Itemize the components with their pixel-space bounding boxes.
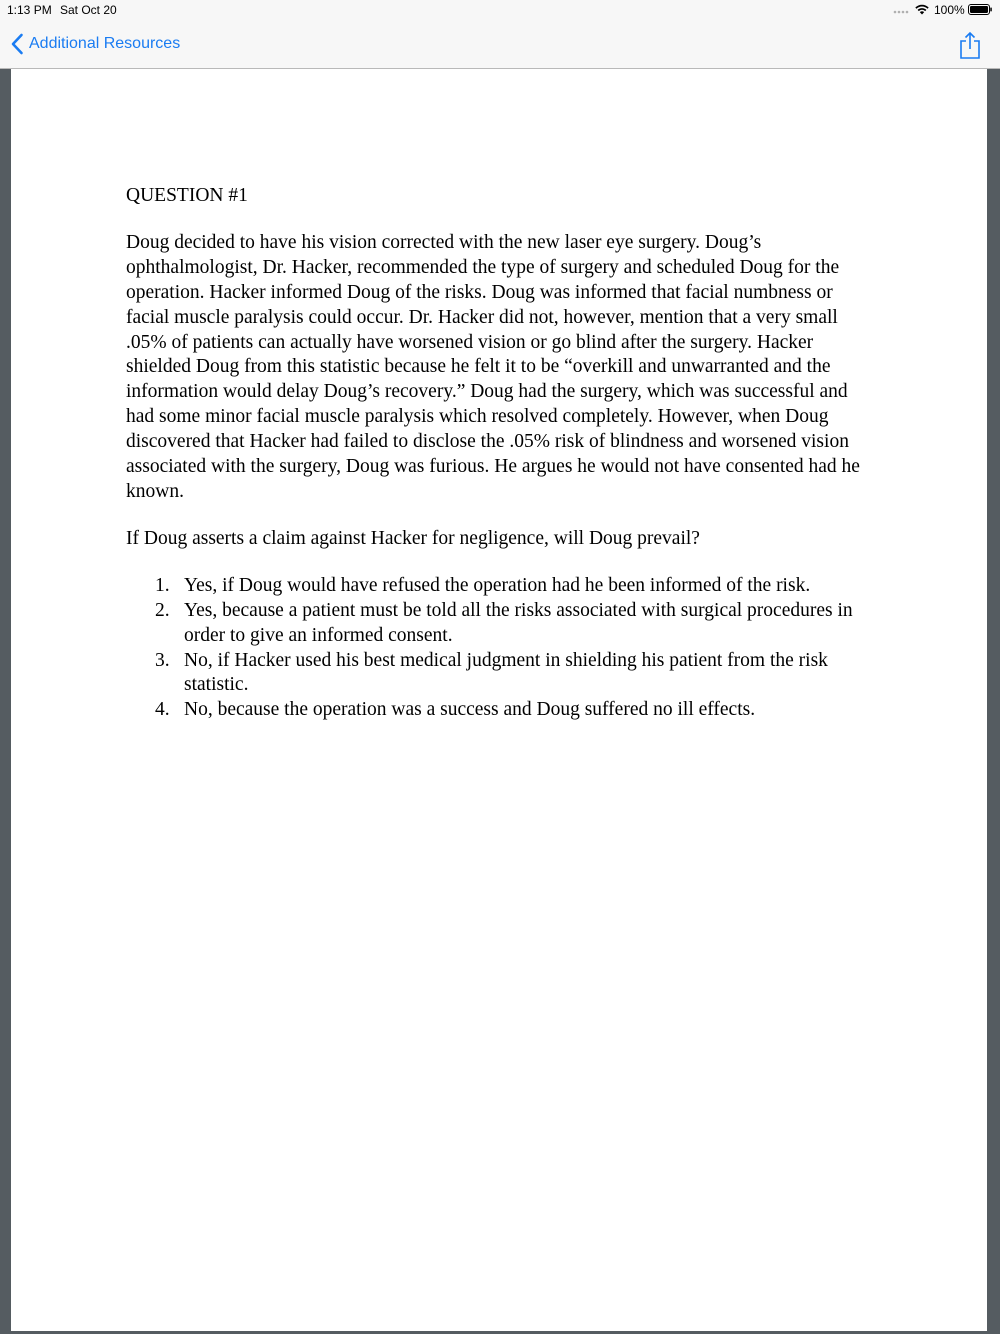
back-button-label: Additional Resources <box>29 35 181 52</box>
status-date: Sat Oct 20 <box>60 3 117 17</box>
answer-option-text: Yes, if Doug would have refused the operation had he been informed of the risk. <box>184 574 811 596</box>
answer-option-number: 2. <box>155 599 170 621</box>
wifi-icon <box>914 3 930 15</box>
answer-option-1 <box>126 574 864 599</box>
battery-icon <box>968 4 992 15</box>
answer-option-2 <box>126 599 864 649</box>
question-body: Doug decided to have his vision corrected with the new laser eye surgery. Doug’s ophthalmologist, Dr. Hacker, recommended the type of surgery and scheduled Doug for the operation. Hacker informed Doug of the risks. Doug was informed that facial numbness or facial muscle paralysis could occur. Dr. Hacker did not, however, mention that a very small .05% of patients can actually have worsened vision or go blind after the surgery. Hacker shielded Doug from this statistic because he felt it to be “overkill and unwarranted and the information would delay Doug’s recovery.” Doug had the surgery, which was successful and had some minor facial muscle paralysis which resolved completely. However, when Doug discovered that Hacker had failed to disclose the .05% risk of blindness and worsened vision associated with the surgery, Doug was furious. He argues he would not have consented had he known. <box>126 231 860 502</box>
share-icon[interactable] <box>958 30 982 60</box>
answer-option-number: 1. <box>155 574 170 596</box>
question-title: QUESTION #1 <box>126 185 248 206</box>
answer-option-text: Yes, because a patient must be told all the risks associated with surgical procedures in order to give an informed consent. <box>184 599 853 646</box>
answer-option-text: No, if Hacker used his best medical judgment in shielding his patient from the risk statistic. <box>184 649 828 696</box>
document-content <box>126 184 886 723</box>
signal-dots-icon <box>893 2 911 16</box>
status-time: 1:13 PM <box>7 3 52 17</box>
question-prompt: If Doug asserts a claim against Hacker for negligence, will Doug prevail? <box>126 527 700 549</box>
answer-option-text: No, because the operation was a success and Doug suffered no ill effects. <box>184 699 756 721</box>
chevron-left-icon <box>10 33 24 55</box>
battery-percent: 100% <box>934 3 965 17</box>
answer-option-3 <box>126 649 864 699</box>
answer-options <box>126 574 886 723</box>
back-button[interactable] <box>10 32 180 56</box>
navigation-bar <box>0 20 1000 69</box>
answer-option-4 <box>126 698 864 723</box>
status-bar <box>0 0 1000 20</box>
answer-option-number: 3. <box>155 649 170 671</box>
answer-option-number: 4. <box>155 699 170 721</box>
